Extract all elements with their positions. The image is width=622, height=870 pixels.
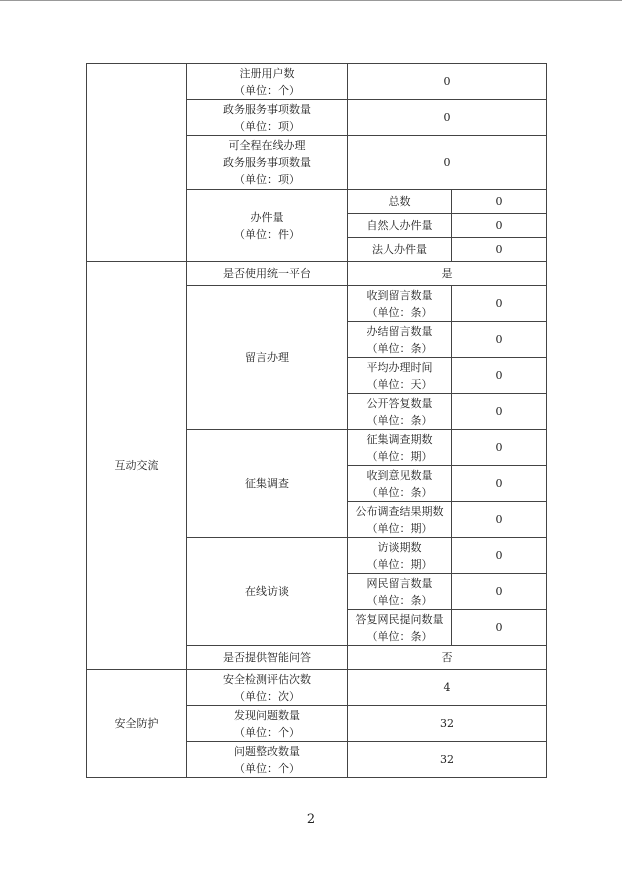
- sub-value: 0: [452, 574, 547, 610]
- group-label: 征集调查: [187, 430, 348, 538]
- sub-value: 0: [452, 430, 547, 466]
- sub-value: 0: [452, 214, 547, 238]
- row-label: 安全检测评估次数 （单位：次）: [187, 670, 348, 706]
- row-label: 政务服务事项数量 （单位：项）: [187, 100, 348, 136]
- sub-value: 0: [452, 610, 547, 646]
- sub-label: 法人办件量: [348, 238, 452, 262]
- table-row: [87, 64, 547, 100]
- row-value: 0: [348, 100, 547, 136]
- row-value: 否: [348, 646, 547, 670]
- group-label: 在线访谈: [187, 538, 348, 646]
- header-rule: [0, 0, 622, 1]
- statistics-table: [86, 63, 547, 778]
- sub-label: 网民留言数量 （单位：条）: [348, 574, 452, 610]
- sub-value: 0: [452, 394, 547, 430]
- sub-value: 0: [452, 538, 547, 574]
- table-row: [87, 670, 547, 706]
- sub-label: 公布调查结果期数 （单位：期）: [348, 502, 452, 538]
- sub-value: 0: [452, 238, 547, 262]
- row-label: 办件量 （单位：件）: [187, 190, 348, 262]
- row-value: 32: [348, 706, 547, 742]
- sub-label: 公开答复数量 （单位：条）: [348, 394, 452, 430]
- sub-label: 自然人办件量: [348, 214, 452, 238]
- sub-value: 0: [452, 190, 547, 214]
- row-label: 问题整改数量 （单位：个）: [187, 742, 348, 778]
- row-value: 32: [348, 742, 547, 778]
- sub-value: 0: [452, 358, 547, 394]
- sub-label: 访谈期数 （单位：期）: [348, 538, 452, 574]
- category-cell-continued: [87, 64, 187, 262]
- sub-label: 总数: [348, 190, 452, 214]
- row-label: 注册用户数 （单位：个）: [187, 64, 348, 100]
- group-label: 留言办理: [187, 286, 348, 430]
- row-value: 0: [348, 64, 547, 100]
- category-cell: 安全防护: [87, 670, 187, 778]
- sub-label: 征集调查期数 （单位：期）: [348, 430, 452, 466]
- row-label: 发现问题数量 （单位：个）: [187, 706, 348, 742]
- sub-label: 收到意见数量 （单位：条）: [348, 466, 452, 502]
- row-value: 0: [348, 136, 547, 190]
- sub-value: 0: [452, 466, 547, 502]
- row-label: 可全程在线办理 政务服务事项数量 （单位：项）: [187, 136, 348, 190]
- row-label: 是否使用统一平台: [187, 262, 348, 286]
- sub-value: 0: [452, 502, 547, 538]
- page-number: 2: [306, 812, 316, 827]
- sub-value: 0: [452, 322, 547, 358]
- row-label: 是否提供智能问答: [187, 646, 348, 670]
- sub-label: 答复网民提问数量 （单位：条）: [348, 610, 452, 646]
- sub-label: 平均办理时间 （单位：天）: [348, 358, 452, 394]
- sub-value: 0: [452, 286, 547, 322]
- category-cell: 互动交流: [87, 262, 187, 670]
- sub-label: 办结留言数量 （单位：条）: [348, 322, 452, 358]
- sub-label: 收到留言数量 （单位：条）: [348, 286, 452, 322]
- row-value: 4: [348, 670, 547, 706]
- table-row: [87, 262, 547, 286]
- row-value: 是: [348, 262, 547, 286]
